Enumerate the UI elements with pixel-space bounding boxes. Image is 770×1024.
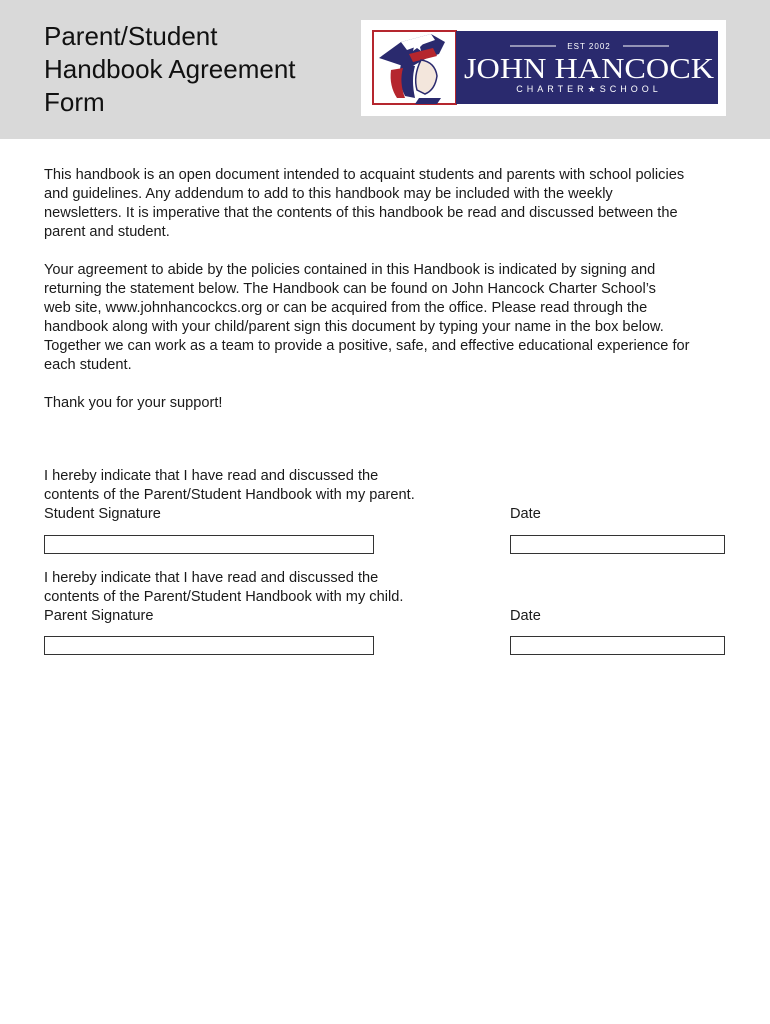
header-band [0,0,770,139]
text-line: contents of the Parent/Student Handbook with my child. [44,589,404,605]
text-line: returning the statement below. The Handbook can be found on John Hancock Charter School’s [44,281,656,297]
page-title [44,20,344,119]
parent-signature-label: Parent Signature [44,608,154,624]
parent-signature-field[interactable] [44,636,374,655]
text-line: I hereby indicate that I have read and discussed the [44,570,379,586]
parent-statement [44,569,734,607]
text-line: newsletters. It is imperative that the contents of this handbook be read and discussed between the [44,205,678,221]
text-line: and guidelines. Any addendum to add to this handbook may be included with the weekly [44,186,613,202]
handbook-intro [44,166,734,432]
logo-name-text: JOHN HANCOCK [464,53,715,85]
parent-date-field[interactable] [510,636,725,655]
student-statement [44,467,734,505]
logo-sub-text: CHARTER★SCHOOL [516,84,662,94]
student-signature-field[interactable] [44,535,374,554]
text-line: contents of the Parent/Student Handbook with my parent. [44,487,415,503]
parent-date-label: Date [510,608,541,624]
school-logo [361,20,726,116]
text-line: handbook along with your child/parent sign this document by typing your name in the box below. [44,319,664,335]
paragraph-thanks [44,394,734,413]
text-line: Thank you for your support! [44,395,223,411]
student-date-field[interactable] [510,535,725,554]
title-line-3: Form [44,87,105,117]
student-signature-label: Student Signature [44,506,161,522]
logo-est-text: EST 2002 [567,42,611,51]
school-logo-graphic [361,20,726,116]
paragraph-agreement [44,261,734,375]
paragraph-intro [44,166,734,242]
title-line-2: Handbook Agreement [44,54,296,84]
text-line: Together we can work as a team to provide a positive, safe, and effective educational experience for [44,338,690,354]
title-line-1: Parent/Student [44,21,218,51]
student-date-label: Date [510,506,541,522]
text-line: I hereby indicate that I have read and discussed the [44,468,379,484]
text-line: This handbook is an open document intended to acquaint students and parents with school policies [44,167,685,183]
text-line: parent and student. [44,224,170,240]
text-line: each student. [44,357,132,373]
text-line: web site, www.johnhancockcs.org or can be acquired from the office. Please read through the [44,300,648,316]
text-line: Your agreement to abide by the policies contained in this Handbook is indicated by signing and [44,262,656,278]
student-signature-section [44,467,734,557]
parent-signature-section [44,569,734,659]
